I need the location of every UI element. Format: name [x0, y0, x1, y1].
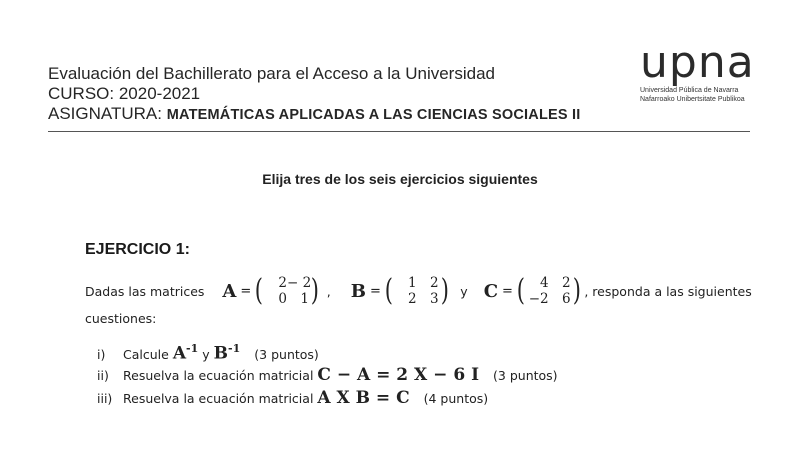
item-math	[173, 342, 198, 364]
matrix-cell: 4	[540, 275, 549, 291]
math-superscript: -1	[228, 342, 241, 355]
statement-row	[85, 273, 752, 309]
math-symbol: B	[213, 343, 229, 364]
list-item	[97, 388, 558, 411]
subject	[48, 104, 580, 125]
matrix-b	[395, 275, 439, 307]
header-divider	[48, 131, 750, 132]
item-points: (3 puntos)	[493, 368, 558, 383]
logo-line-1: Universidad Pública de Navarra	[640, 87, 739, 94]
matrix-cell: 2	[429, 275, 439, 291]
logo-line-2: Nafarroako Unibertsitate Publikoa	[640, 96, 745, 103]
math-superscript: -1	[186, 342, 199, 355]
matrix-c	[527, 275, 571, 307]
statement-intro: Dadas las matrices	[85, 283, 205, 299]
matrix-a-name: A	[222, 280, 237, 302]
statement-continuation: cuestiones:	[85, 311, 157, 326]
list-item	[97, 342, 558, 365]
item-math: A X B = C	[317, 388, 410, 408]
right-paren: )	[440, 273, 449, 308]
list-item	[97, 365, 558, 388]
right-paren: )	[310, 273, 319, 308]
matrix-cell: 3	[429, 291, 439, 307]
statement-tail: , responda a las siguientes	[584, 283, 752, 299]
left-paren: (	[384, 273, 393, 308]
exercise-statement	[85, 273, 752, 326]
right-paren: )	[572, 273, 581, 308]
matrix-cell: 2	[562, 275, 571, 291]
course-year: CURSO: 2020-2021	[48, 84, 201, 103]
item-text: Calcule	[123, 346, 169, 362]
item-points: (4 puntos)	[423, 391, 489, 406]
matrix-cell: − 2	[287, 275, 312, 291]
instructions: Elija tres de los seis ejercicios siguientes	[262, 171, 538, 187]
document-header	[48, 64, 580, 125]
subject-label: ASIGNATURA:	[48, 104, 167, 123]
item-number: iii)	[97, 391, 113, 406]
item-number: ii)	[97, 368, 109, 383]
matrix-cell: 2	[278, 275, 288, 291]
upna-logo	[640, 37, 755, 104]
equals-sign: =	[240, 283, 252, 299]
item-conjunction: y	[202, 346, 210, 362]
matrix-cell: 1	[300, 291, 310, 307]
comma: ,	[326, 283, 331, 299]
equals-sign: =	[369, 283, 381, 299]
matrix-cell: 0	[278, 291, 288, 307]
matrix-cell: 2	[407, 291, 417, 307]
conjunction: y	[460, 283, 468, 299]
item-math: C − A = 2 X − 6 I	[317, 365, 480, 385]
subject-name: MATEMÁTICAS APLICADAS A LAS CIENCIAS SOCIALES II	[166, 107, 581, 123]
matrix-cell: 6	[562, 291, 571, 307]
equals-sign: =	[502, 283, 513, 299]
exam-title: Evaluación del Bachillerato para el Acceso a la Universidad	[48, 64, 495, 83]
matrix-cell: 1	[407, 275, 417, 291]
item-math	[214, 342, 241, 364]
item-text: Resuelva la ecuación matricial	[123, 391, 314, 406]
exercise-title: EJERCICIO 1:	[85, 241, 190, 258]
item-number: i)	[97, 346, 106, 362]
left-paren: (	[255, 273, 264, 308]
math-symbol: A	[172, 343, 187, 364]
item-points: (3 puntos)	[254, 346, 319, 362]
item-text: Resuelva la ecuación matricial	[123, 368, 314, 383]
matrix-c-name: C	[483, 280, 499, 302]
matrix-b-name: B	[350, 280, 366, 302]
logo-wordmark: upna	[640, 37, 755, 88]
question-list	[97, 342, 558, 411]
matrix-a	[265, 275, 312, 307]
left-paren: (	[516, 273, 525, 308]
matrix-cell: −2	[528, 291, 549, 307]
